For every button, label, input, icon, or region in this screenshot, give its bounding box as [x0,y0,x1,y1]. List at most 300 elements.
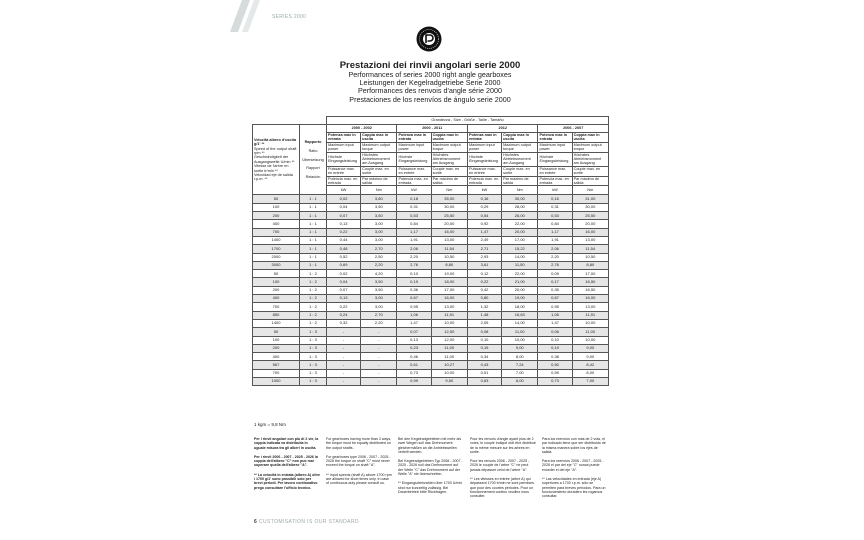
power-cell: 0,35 [538,286,572,294]
torque-cell: 7,00 [572,378,608,386]
ratio-cell: 1 : 2 [300,303,327,311]
power-cell: 0,18 [397,195,431,203]
power-cell: 0,53 [397,212,431,220]
table-row [253,295,609,303]
size-2012: 2012 [467,125,537,133]
power-cell: 0,10 [538,336,572,344]
power-cell: 0,34 [467,353,501,361]
power-cell: - [327,328,361,336]
power-label: Potenza max in entrata [538,133,572,143]
speed-cell: 700 [253,369,300,377]
torque-cell: 14,00 [502,253,538,261]
torque-cell: 2,50 [361,253,397,261]
table-row [253,319,609,327]
speed-cell: 1400 [253,236,300,244]
table-row [253,236,609,244]
power-label-de: Höchste Eingangsleistung [327,152,361,166]
power-cell: 0,07 [397,328,431,336]
corner-stripes-decoration [230,0,270,32]
ratio-cell: 1 : 3 [300,328,327,336]
ratio-cell: 1 : 3 [300,361,327,369]
torque-cell: 11,54 [431,245,467,253]
torque-cell: 31,00 [572,195,608,203]
ratio-cell: 1 : 3 [300,336,327,344]
power-cell: 0,17 [538,278,572,286]
power-cell: 0,80 [467,295,501,303]
power-cell: 0,19 [397,278,431,286]
power-cell: 1,17 [397,228,431,236]
power-cell: 0,13 [327,295,361,303]
torque-cell: 3,80 [361,195,397,203]
power-label-de: Höchste Eingangsleistung [538,152,572,166]
torque-cell: 7,00 [502,369,538,377]
speed-cell: 400 [253,220,300,228]
power-cell: 0,44 [327,236,361,244]
power-cell: 0,63 [467,378,501,386]
unit-nm: Nm [572,186,608,195]
power-cell: 0,19 [538,344,572,352]
torque-cell: - [361,353,397,361]
table-row [253,195,609,203]
power-cell: 2,76 [538,261,572,269]
torque-cell: 9,50 [431,378,467,386]
power-cell: 0,95 [538,303,572,311]
power-label: Potenza max in entrata [467,133,501,143]
torque-cell: 17,00 [502,236,538,244]
torque-cell: 8,42 [572,361,608,369]
power-cell: - [327,353,361,361]
power-cell: 0,22 [327,228,361,236]
speed-cell: 200 [253,286,300,294]
torque-cell: 25,50 [431,212,467,220]
speed-cell: 850 [253,311,300,319]
power-cell: 0,10 [397,270,431,278]
power-cell: 0,69 [327,261,361,269]
torque-cell: 30,00 [502,195,538,203]
power-cell: 1,06 [538,311,572,319]
power-cell: 0,73 [538,378,572,386]
power-label-de: Höchste Eingangsleistung [467,152,501,166]
speed-cell: 3000 [253,261,300,269]
note-paragraph: Para los reenvíos 2006 - 2007 - 2025 - 2026 el par del eje "C" nunca puede exceder el del eje "A". [542,459,604,472]
power-label-es: Potencia max. en entrada [327,176,361,186]
power-cell: 0,51 [467,369,501,377]
power-cell: - [327,378,361,386]
torque-label-en: Maximum output torque [431,142,467,152]
torque-cell: 16,63 [502,311,538,319]
table-row [253,303,609,311]
size-2000-2002: 2000 - 2002 [327,125,397,133]
power-label-de: Höchste Eingangsleistung [397,152,431,166]
power-cell: 0,54 [467,212,501,220]
speed-cell: 200 [253,212,300,220]
torque-cell: 11,00 [431,344,467,352]
title-block [250,60,610,104]
power-cell: 0,22 [327,303,361,311]
torque-cell: 3,00 [361,220,397,228]
torque-cell: 2,20 [361,319,397,327]
torque-cell: 20,00 [502,228,538,236]
torque-cell: 8,80 [572,261,608,269]
speed-cell: 1000 [253,378,300,386]
performance-table [252,116,609,386]
title-it: Prestazioni dei rinvii angolari serie 2000 [339,60,521,71]
torque-cell: 14,00 [502,319,538,327]
ratio-cell: 1 : 3 [300,378,327,386]
table-row [253,369,609,377]
torque-cell: 10,00 [572,336,608,344]
ratio-cell: 1 : 1 [300,203,327,211]
unit-nm: Nm [361,186,397,195]
ratio-cell: 1 : 1 [300,261,327,269]
power-cell: 1,47 [538,319,572,327]
torque-label-es: Par máximo de salida [431,176,467,186]
torque-cell: 16,00 [431,228,467,236]
power-cell: 0,22 [467,278,501,286]
torque-cell: 13,00 [431,236,467,244]
power-cell: 0,46 [397,353,431,361]
speed-cell: 2000 [253,253,300,261]
power-cell: 0,92 [467,220,501,228]
table-row [253,286,609,294]
torque-cell: - [361,336,397,344]
torque-cell: 20,00 [502,286,538,294]
speed-cell: 1400 [253,319,300,327]
torque-cell: 16,00 [572,228,608,236]
power-cell: 0,73 [397,369,431,377]
torque-cell: 3,50 [361,286,397,294]
torque-cell: - [361,378,397,386]
power-cell: 0,84 [538,220,572,228]
table-row [253,361,609,369]
torque-cell: - [361,361,397,369]
table-row [253,212,609,220]
power-cell: 0,16 [467,195,501,203]
torque-cell: 12,00 [431,336,467,344]
torque-cell: 20,00 [572,220,608,228]
power-cell: 0,42 [467,286,501,294]
table-row [253,311,609,319]
torque-label: Coppia max in uscita [431,133,467,143]
power-cell: 0,02 [327,195,361,203]
performance-table-body [253,195,609,386]
torque-cell: 19,00 [502,295,538,303]
power-cell: 0,32 [327,319,361,327]
torque-cell: 16,00 [572,295,608,303]
power-cell: 0,12 [467,270,501,278]
torque-cell: 10,00 [502,336,538,344]
torque-label-en: Maximum output torque [502,142,538,152]
power-cell: 1,47 [397,319,431,327]
note-paragraph: For gearboxes type 2006 - 2007 - 2025 - 2026 the torque on shaft "C" must never exceed the torque on shaft "A". [326,454,391,468]
torque-cell: 9,00 [572,344,608,352]
power-cell: 2,20 [397,253,431,261]
torque-cell: 18,00 [502,303,538,311]
ratio-header: Rapporto Ratio Übersetzung Rapport Relación [300,125,327,195]
torque-cell: 22,00 [502,270,538,278]
power-cell: 0,48 [327,245,361,253]
torque-cell: 9,00 [502,344,538,352]
power-cell: 0,50 [538,361,572,369]
company-logo [416,26,442,52]
speed-cell: 50 [253,328,300,336]
torque-cell: 10,27 [431,361,467,369]
torque-cell: 28,00 [502,203,538,211]
page-number: 6 [254,519,258,525]
power-cell: 1,47 [467,228,501,236]
torque-cell: 20,00 [431,220,467,228]
ratio-cell: 1 : 2 [300,295,327,303]
power-cell: 1,06 [397,311,431,319]
ratio-cell: 1 : 1 [300,212,327,220]
note-paragraph: Per i rinvii angolari con più di 2 vie, la coppia indicata va distribuita in uguale misura tra gli alberi in uscita. [254,437,319,450]
note-paragraph: Para los reenvíos con más de 2 vías, el par indicado tiene que ser distribuido de la misma manera sobre los ejes de salida. [542,437,606,454]
notes-de [398,437,464,504]
torque-cell: 8,00 [572,369,608,377]
torque-label-de: Höchstes Abtriebsmoment am Ausgang [361,152,397,166]
torque-cell: 17,00 [431,286,467,294]
power-cell: 2,06 [538,245,572,253]
torque-cell: 35,00 [431,195,467,203]
power-cell: 0,08 [467,328,501,336]
torque-cell: 2,20 [361,261,397,269]
power-cell: 2,06 [397,245,431,253]
power-label-fr: Puissance max. en entrée [467,166,501,176]
power-cell: 2,49 [467,236,501,244]
ratio-cell: 1 : 2 [300,270,327,278]
table-row [253,344,609,352]
torque-cell: 15,22 [502,245,538,253]
power-cell: 2,76 [397,261,431,269]
power-cell: 0,19 [467,344,501,352]
note-paragraph: ** Las velocidades en entrada (eje A) superiores a 1700 r.p.m. sólo se permiten para breves períodos. Para un funcionamiento duradero les rogamos consultar. [542,477,606,499]
note-paragraph: ** Eingangsdrehzahlen über 1700 U/min sind nur kurzzeitig zulässig. Bei Dauerbetrieb bitte Rückfragen. [398,481,463,494]
power-cell: 0,24 [327,311,361,319]
table-row [253,261,609,269]
power-cell: 1,32 [467,303,501,311]
speed-cell: 700 [253,228,300,236]
ratio-cell: 1 : 2 [300,311,327,319]
power-label-en: Maximum input power [538,142,572,152]
torque-label-de: Höchstes Abtriebsmoment am Ausgang [502,152,538,166]
power-cell: 0,52 [327,253,361,261]
torque-cell: 11,00 [431,353,467,361]
speed-cell: 1700 [253,245,300,253]
power-cell: 0,13 [397,336,431,344]
ratio-cell: 1 : 1 [300,236,327,244]
note-paragraph: For gearboxes having more than 2 ways, the torque must be equally distributed on the output shafts. [326,437,392,450]
title-en: Performances of series 2000 right angle gearboxes [348,70,512,79]
torque-cell: 3,00 [361,303,397,311]
table-row [253,378,609,386]
series-tag: SERIES 2000 [272,14,307,20]
unit-kw: kW [397,186,431,195]
torque-label-fr: Couple max. en sortie [572,166,608,176]
note-paragraph: Per i rinvii 2006 - 2007 - 2025 - 2026 la coppia dell'albero "C" non può mai superare quella dell'albero "A". [254,454,318,468]
torque-cell: 2,70 [361,311,397,319]
torque-label: Coppia max in uscita [361,133,397,143]
table-row [253,253,609,261]
unit-kw: kW [327,186,361,195]
note-paragraph: ** La velocità in entrata (albero A) oltre i 1700 g/1' sono possibili solo per brevi periodi. Per lavoro continuativo prego consultare l'ufficio tecnico. [254,472,320,490]
ratio-cell: 1 : 1 [300,228,327,236]
power-cell: 0,10 [467,336,501,344]
power-cell: 1,91 [538,236,572,244]
speed-cell: 50 [253,270,300,278]
torque-cell: 11,91 [431,311,467,319]
ratio-cell: 1 : 1 [300,195,327,203]
power-cell: 0,31 [397,203,431,211]
power-cell: 0,16 [538,195,572,203]
torque-cell: 3,00 [361,228,397,236]
unit-conversion-note: 1 kgm = 9,8 Nm [254,422,286,427]
torque-cell: 25,50 [572,212,608,220]
torque-cell: 12,50 [431,328,467,336]
power-label: Potenza max in entrata [327,133,361,143]
power-cell: - [327,336,361,344]
torque-label-de: Höchstes Abtriebsmoment am Ausgang [572,152,608,166]
torque-cell: 3,00 [361,236,397,244]
torque-cell: 10,50 [431,253,467,261]
power-label-en: Maximum input power [327,142,361,152]
table-row [253,220,609,228]
torque-cell: 10,50 [572,253,608,261]
size-2000-2011: 2000 - 2011 [397,125,467,133]
notes-en [326,437,392,504]
power-cell: 0,09 [538,270,572,278]
torque-label-fr: Couple max. en sortie [431,166,467,176]
footer [254,519,359,525]
torque-cell: 19,00 [431,270,467,278]
power-cell: - [327,344,361,352]
note-paragraph: Bei den Kegelradgetrieben mit mehr als zwei Wegen soll das Drehmoment gleichermäßen an die Antriebswellen verteilt werden. [398,437,462,454]
power-cell: 0,36 [397,286,431,294]
power-cell: 2,93 [467,253,501,261]
torque-cell: 10,00 [431,369,467,377]
torque-cell: 11,91 [572,311,608,319]
ratio-cell: 1 : 3 [300,369,327,377]
torque-label: Coppia max in uscita [572,133,608,143]
torque-cell: 30,00 [431,203,467,211]
torque-cell: - [361,328,397,336]
note-paragraph: ** Les vitesses en entrée (arbre A) qui dépassent 1700 tr/min ne sont permises que pour des courtes périodes. Pour un fonctionnement continu veuillez nous consulter. [470,477,534,499]
speed-cell: 400 [253,353,300,361]
notes-es [542,437,608,504]
torque-cell: 2,70 [361,245,397,253]
ratio-cell: 1 : 2 [300,319,327,327]
torque-cell: 7,24 [502,361,538,369]
speed-cell: 100 [253,203,300,211]
note-paragraph: Bei Kegelradgetrieben Typ 2006 - 2007 - 2025 - 2026 soll das Drehmoment auf der Welle "C" das Drehmoment auf der Welle "A" nie überschreiten. [398,459,463,477]
torque-cell: 10,00 [431,319,467,327]
power-cell: 0,04 [327,203,361,211]
power-cell: 1,17 [538,228,572,236]
ratio-cell: 1 : 3 [300,353,327,361]
notes-fr [470,437,536,504]
power-cell: 2,71 [467,245,501,253]
torque-cell: 11,50 [502,261,538,269]
title-es: Prestaciones de los reenvíos de ángulo serie 2000 [349,94,511,104]
power-cell: 0,07 [327,212,361,220]
table-row [253,353,609,361]
torque-label-de: Höchstes Abtriebsmoment am Ausgang [431,152,467,166]
power-cell: 1,48 [467,311,501,319]
notes-it [254,437,320,504]
torque-cell: 11,00 [572,328,608,336]
table-row [253,328,609,336]
torque-label-en: Maximum output torque [572,142,608,152]
ratio-cell: 1 : 1 [300,220,327,228]
power-cell: 0,29 [467,203,501,211]
unit-nm: Nm [502,186,538,195]
note-paragraph: Pour les renvois 2006 - 2007 - 2025 - 2026 le couple de l'arbre "C" ne peut jamais dépasser celui de l'arbre "A". [470,459,530,472]
torque-label-fr: Couple max. en sortie [502,166,538,176]
power-label-es: Potencia max. en entrada [538,176,572,186]
ratio-cell: 1 : 2 [300,286,327,294]
torque-cell: 6,00 [502,378,538,386]
torque-cell: 26,00 [502,212,538,220]
torque-label-es: Par máximo de salida [502,176,538,186]
power-cell: 0,04 [327,278,361,286]
torque-cell: 9,00 [572,353,608,361]
power-label-fr: Puissance max. en entrée [327,166,361,176]
table-row [253,228,609,236]
torque-cell: - [361,344,397,352]
power-cell: 0,99 [397,378,431,386]
notes-section [254,437,608,504]
ratio-cell: 1 : 1 [300,253,327,261]
torque-cell: 3,50 [361,203,397,211]
power-cell: 0,38 [538,353,572,361]
power-cell: - [327,361,361,369]
note-paragraph: ** Input speeds (shaft A) above 1700 rpm are allowed for short times only. In case of continuous duty please consult us. [326,472,392,486]
power-cell: 2,05 [467,319,501,327]
torque-cell: 3,00 [361,295,397,303]
torque-cell: 17,00 [572,270,608,278]
power-cell: 0,13 [327,220,361,228]
speed-cell: 567 [253,361,300,369]
torque-label-es: Par máximo de salida [572,176,608,186]
speed-cell: 100 [253,336,300,344]
power-cell: 1,91 [397,236,431,244]
torque-label-en: Maximum output torque [361,142,397,152]
torque-label-es: Par máximo de salida [361,176,397,186]
power-cell: 0,59 [538,369,572,377]
power-label-en: Maximum input power [467,142,501,152]
title-fr: Performances des renvois d'angle série 2000 [357,86,502,96]
power-cell: 0,53 [538,212,572,220]
torque-cell: 8,80 [431,261,467,269]
torque-cell: 13,00 [572,236,608,244]
torque-cell: 8,00 [502,353,538,361]
torque-cell: 16,50 [572,278,608,286]
speed-cell: 50 [253,195,300,203]
torque-cell: 13,00 [431,303,467,311]
table-row [253,203,609,211]
power-cell: 0,43 [467,361,501,369]
ratio-cell: 1 : 2 [300,278,327,286]
power-label-fr: Puissance max. en entrée [538,166,572,176]
torque-cell: - [361,369,397,377]
unit-nm: Nm [431,186,467,195]
table-row [253,270,609,278]
torque-cell: 11,00 [502,328,538,336]
power-cell: 0,02 [327,270,361,278]
table-row [253,278,609,286]
unit-kw: kW [538,186,572,195]
power-cell: 0,07 [327,286,361,294]
power-cell: 0,23 [397,344,431,352]
